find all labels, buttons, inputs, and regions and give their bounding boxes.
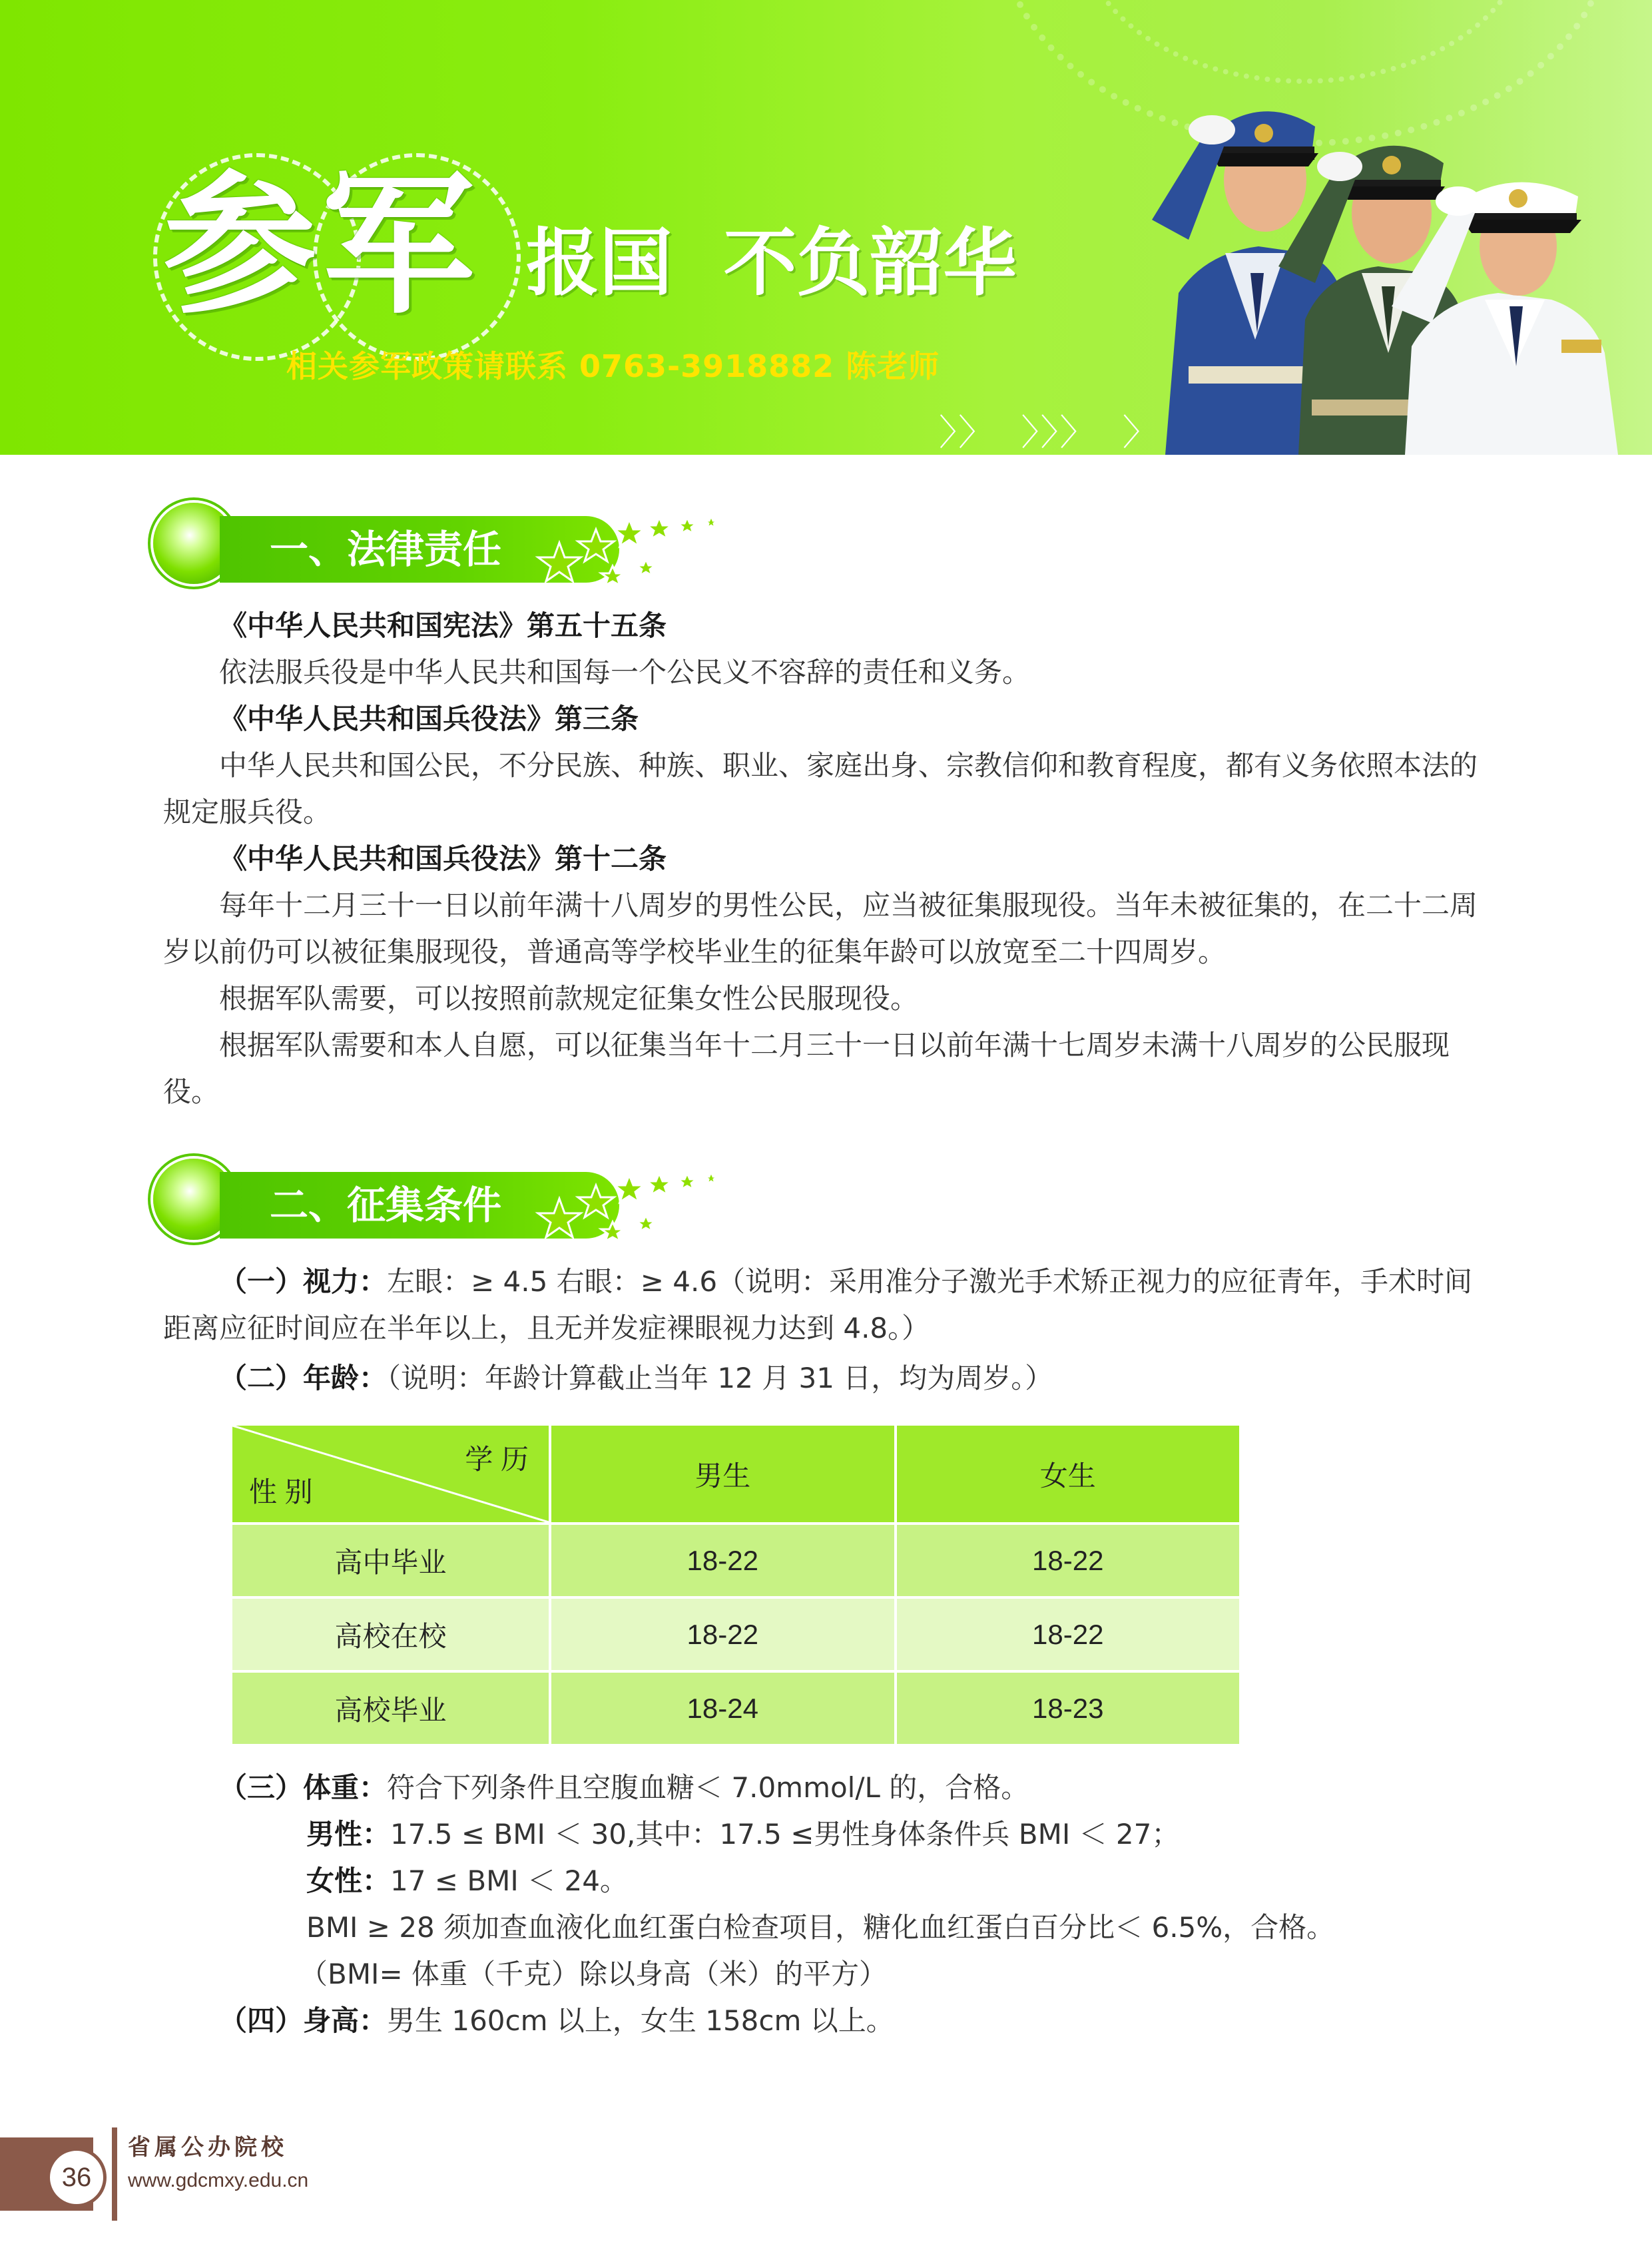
vision-requirement [163,1259,1495,1352]
table-row [231,1597,1240,1671]
age-table [230,1423,1242,1747]
law-text: 中华人民共和国公民，不分民族、种族、职业、家庭出身、宗教信仰和教育程度，都有义务依照本法的规定服兵役。 [163,749,1478,828]
section-heading-label: 一、法律责任 [270,527,502,572]
footer-url: www.gdcmxy.edu.cn [128,2169,309,2191]
footer-school: 省属公办院校 [128,2134,288,2161]
law-text: 每年十二月三十一日以前年满十八周岁的男性公民，应当被征集服现役。当年未被征集的，在二十二周岁以前仍可以被征集服现役，普通高等学校毕业生的征集年龄可以放宽至二十四周岁。 [163,889,1478,968]
law-citation: 《中华人民共和国兵役法》第三条 [219,702,639,735]
weight-requirement [163,1765,1495,1811]
age-requirement [163,1355,1495,1402]
height-label: （四）身高： [219,2004,388,2037]
law-text: 依法服兵役是中华人民共和国每一个公民义不容辞的责任和义务。 [219,656,1031,689]
weight-female-text: 17 ≤ BMI ＜ 24。 [390,1864,628,1897]
chevron-decoration: 〉〉 〉〉〉 〉 [939,412,1160,453]
weight-note: BMI ≥ 28 须加查血液化血红蛋白检查项目，糖化血红蛋白百分比＜ 6.5%，合格。 [306,1911,1335,1944]
stars-decoration-icon [533,1159,726,1245]
header-banner [0,0,1652,455]
section-heading-requirements [153,1159,726,1245]
weight-male [306,1811,1505,1858]
banner-contact: 相关参军政策请联系 0763-3918882 陈老师 [286,348,940,384]
cell-female: 18-22 [896,1524,1241,1597]
cell-female: 18-22 [896,1597,1241,1671]
weight-female-label: 女性： [306,1864,391,1897]
weight-text: 符合下列条件且空腹血糖＜ 7.0mmol/L 的，合格。 [387,1771,1029,1804]
weight-male-label: 男性： [306,1818,391,1850]
cell-male: 18-22 [550,1524,896,1597]
saluting-soldiers-image [1125,53,1652,455]
cell-male: 18-22 [550,1597,896,1671]
vision-label: （一）视力： [219,1265,388,1298]
height-requirement [163,1998,1495,2044]
cell-female: 18-23 [896,1671,1241,1745]
law-text: 根据军队需要，可以按照前款规定征集女性公民服现役。 [219,982,919,1015]
height-text: 男生 160cm 以上，女生 158cm 以上。 [387,2004,894,2037]
row-label: 高校毕业 [231,1671,550,1745]
weight-label: （三）体重： [219,1771,388,1804]
column-header-female: 女生 [896,1424,1241,1524]
weight-male-text: 17.5 ≤ BMI ＜ 30,其中：17.5 ≤男性身体条件兵 BMI ＜ 27； [390,1818,1180,1850]
table-row [231,1671,1240,1745]
row-label: 高中毕业 [231,1524,550,1597]
stars-decoration-icon [533,503,726,589]
table-corner-cell [231,1424,550,1524]
footer-divider [112,2127,117,2221]
bmi-formula: （BMI= 体重（千克）除以身高（米）的平方） [300,1958,887,1990]
row-label: 高校在校 [231,1597,550,1671]
banner-title-sub: 报国 不负韶华 [526,220,1017,306]
section-heading-label: 二、征集条件 [270,1183,502,1228]
corner-label-gender: 性 别 [249,1476,313,1508]
table-row [231,1524,1240,1597]
age-label: （二）年龄： [219,1362,388,1394]
corner-label-education: 学 历 [465,1444,529,1475]
weight-female [306,1858,1505,1904]
vision-text: 左眼：≥ 4.5 右眼：≥ 4.6（说明：采用准分子激光手术矫正视力的应征青年，手术时间距离应征时间应在半年以上，且无并发症裸眼视力达到 4.8。） [163,1265,1473,1344]
cell-male: 18-24 [550,1671,896,1745]
column-header-male: 男生 [550,1424,896,1524]
banner-title-main: 参军 [163,157,481,335]
law-text: 根据军队需要和本人自愿，可以征集当年十二月三十一日以前年满十七周岁未满十八周岁的公民服现役。 [163,1029,1450,1108]
age-text: （说明：年龄计算截止当年 12 月 31 日，均为周岁。） [387,1362,1053,1394]
page-number: 36 [47,2147,107,2207]
law-citation: 《中华人民共和国兵役法》第十二条 [219,842,667,875]
section-heading-legal [153,503,726,589]
law-citation: 《中华人民共和国宪法》第五十五条 [219,609,667,642]
